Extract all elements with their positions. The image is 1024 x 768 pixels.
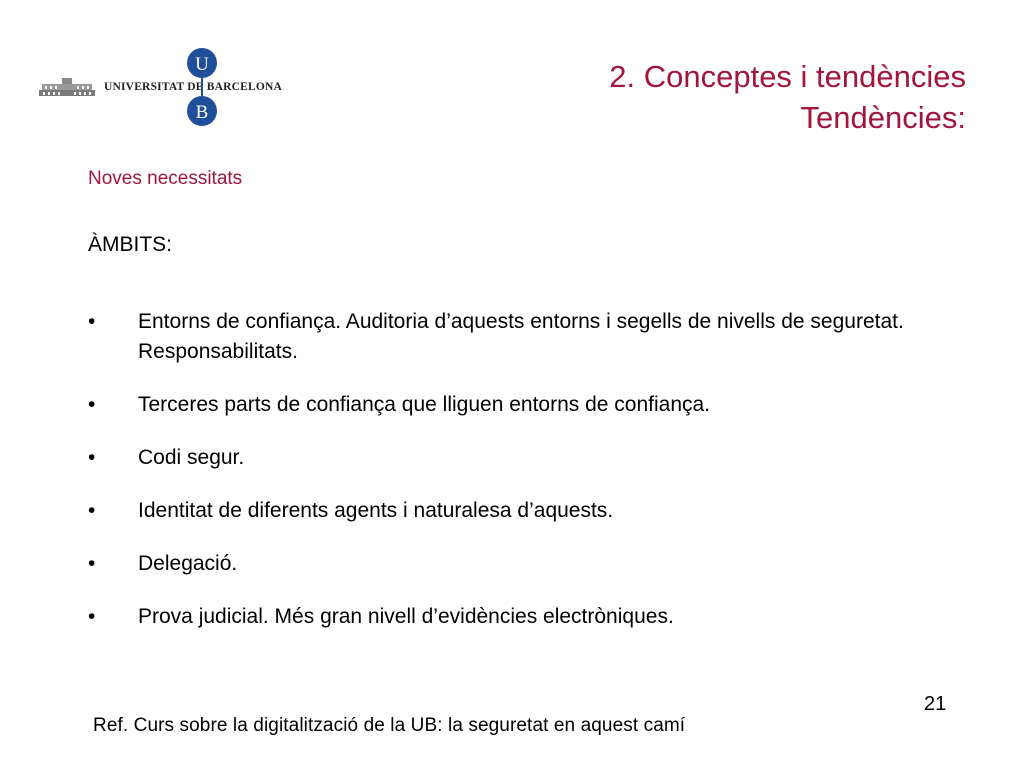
title-line-2: Tendències: — [800, 100, 966, 135]
bullet-text: Identitat de diferents agents i naturalesa d’aquests. — [138, 499, 614, 522]
building-icon — [38, 76, 96, 98]
bullet-text: Codi segur. — [138, 446, 245, 469]
title-line-1: 2. Conceptes i tendències — [609, 59, 966, 94]
university-name: UNIVERSITAT DE BARCELONA — [104, 81, 282, 93]
slide-subtitle: Noves necessitats — [88, 168, 243, 189]
bullet-text: Entorns de confiança. Auditoria d’aquests entorns i segells de nivells de seguretat. Responsabilitats. — [138, 310, 904, 363]
section-heading: ÀMBITS: — [88, 233, 173, 256]
reference-footer: Ref. Curs sobre la digitalització de la UB: la seguretat en aquest camí — [93, 715, 686, 736]
university-logo — [38, 42, 282, 132]
bullet-mark: • — [88, 605, 96, 628]
ub-seal-icon — [187, 48, 217, 126]
page-number: 21 — [924, 693, 947, 715]
logo-letter-b: B — [195, 102, 209, 123]
bullet-mark: • — [88, 552, 96, 575]
slide-title — [609, 56, 966, 138]
bullet-item — [88, 390, 938, 420]
bullet-mark: • — [88, 499, 96, 522]
bullet-text: Terceres parts de confiança que lliguen entorns de confiança. — [138, 393, 711, 416]
bullet-item — [88, 496, 938, 526]
logo-letter-u: U — [195, 54, 209, 75]
bullet-item — [88, 549, 938, 579]
bullet-text: Delegació. — [138, 552, 238, 575]
bullet-item — [88, 602, 938, 632]
bullet-mark: • — [88, 393, 96, 416]
bullet-mark: • — [88, 446, 96, 469]
bullet-text: Prova judicial. Més gran nivell d’evidències electròniques. — [138, 605, 674, 628]
bullet-mark: • — [88, 310, 96, 333]
bullet-item — [88, 443, 938, 473]
bullet-list — [88, 307, 938, 655]
bullet-item — [88, 307, 938, 367]
